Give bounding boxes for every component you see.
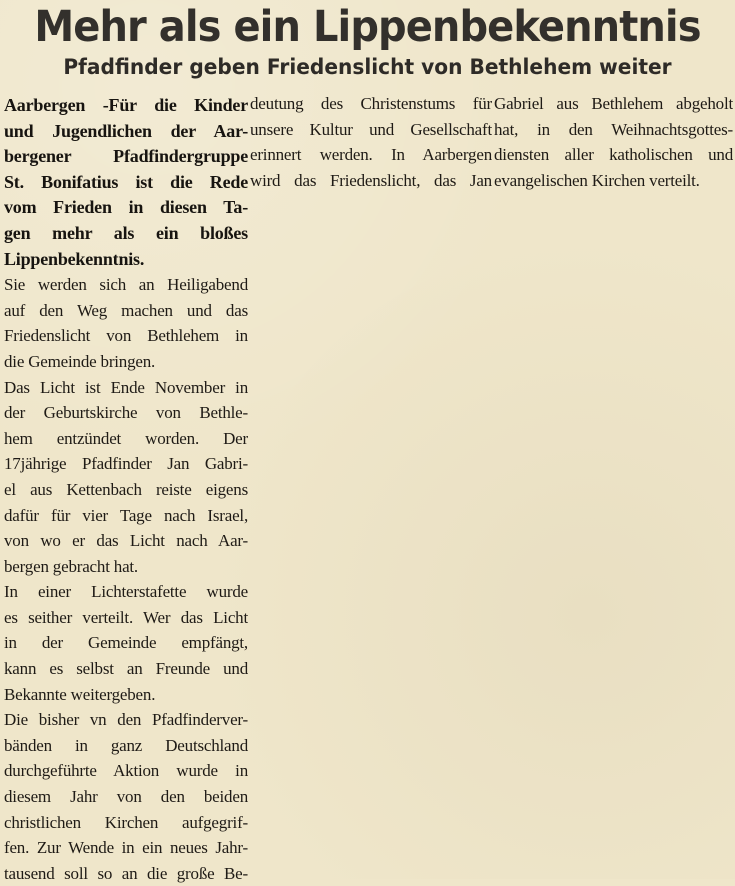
lead-line: vom Frieden in diesen Ta- xyxy=(4,197,248,218)
lead-line: gen mehr als ein bloßes xyxy=(4,222,248,243)
body-line: es seither verteilt. Wer das Licht xyxy=(4,607,248,627)
body-line: wird das Friedenslicht, das Jan xyxy=(250,170,492,190)
column-1 xyxy=(4,93,248,886)
body-line: Bekannte weitergeben. xyxy=(4,684,156,704)
lead-line: und Jugendlichen der Aar- xyxy=(4,120,248,141)
lead-paragraph xyxy=(4,93,248,272)
body-line: von wo er das Licht nach Aar- xyxy=(4,531,248,551)
body-line: hem entzündet worden. Der xyxy=(4,428,248,448)
body-line: deutung des Christenstums für xyxy=(250,94,492,113)
body-line: fen. Zur Wende in ein neues Jahr- xyxy=(4,838,248,858)
column-3 xyxy=(494,91,733,193)
body-line: dafür für vier Tage nach Israel, xyxy=(4,505,248,525)
column-2 xyxy=(250,91,492,193)
subheadline: Pfadfinder geben Friedenslicht von Bethlehem weiter xyxy=(63,55,672,79)
body-line: evangelischen Kirchen verteilt. xyxy=(494,170,700,190)
body-line: Sie werden sich an Heiligabend xyxy=(4,275,248,295)
body-paragraph-4 xyxy=(4,707,248,886)
body-line: christlichen Kirchen aufgegrif- xyxy=(4,812,248,832)
body-line: in der Gemeinde empfängt, xyxy=(4,633,248,653)
body-line: durchgeführte Aktion wurde in xyxy=(4,761,248,781)
headline: Mehr als ein Lippenbekenntnis xyxy=(34,2,701,52)
body-line: auf den Weg machen und das xyxy=(4,300,248,320)
body-line: erinnert werden. In Aarbergen xyxy=(250,145,492,165)
body-paragraph-3 xyxy=(4,579,248,707)
body-line: Gabriel aus Bethlehem abgeholt xyxy=(494,94,733,113)
body-line: Friedenslicht von Bethlehem in xyxy=(4,326,248,346)
body-line: bergen gebracht hat. xyxy=(4,556,138,576)
lead-line: St. Bonifatius ist die Rede xyxy=(4,171,248,192)
body-line: Das Licht ist Ende November in xyxy=(4,377,248,397)
body-line: Die bisher vn den Pfadfinderver- xyxy=(4,710,248,730)
body-line: diesem Jahr von den beiden xyxy=(4,787,248,807)
body-paragraph-1 xyxy=(4,272,248,374)
body-paragraph-2 xyxy=(4,375,248,580)
lead-line: Lippenbekenntnis. xyxy=(4,248,145,269)
body-line: diensten aller katholischen und xyxy=(494,145,733,165)
lead-line: bergener Pfadfindergruppe xyxy=(4,146,248,167)
body-line: der Geburtskirche von Bethle- xyxy=(4,403,248,423)
body-line: In einer Lichterstafette wurde xyxy=(4,582,248,602)
body-line: bänden in ganz Deutschland xyxy=(4,735,248,755)
body-line: el aus Kettenbach reiste eigens xyxy=(4,479,248,499)
body-line: tausend soll so an die große Be- xyxy=(4,863,248,883)
lead-line: Aarbergen -Für die Kinder xyxy=(4,95,248,115)
body-line: 17jährige Pfadfinder Jan Gabri- xyxy=(4,454,248,474)
body-line: die Gemeinde bringen. xyxy=(4,351,156,371)
body-line: hat, in den Weihnachtsgottes- xyxy=(494,119,733,139)
body-line: unsere Kultur und Gesellschaft xyxy=(250,119,492,139)
body-line: kann es selbst an Freunde und xyxy=(4,659,248,679)
